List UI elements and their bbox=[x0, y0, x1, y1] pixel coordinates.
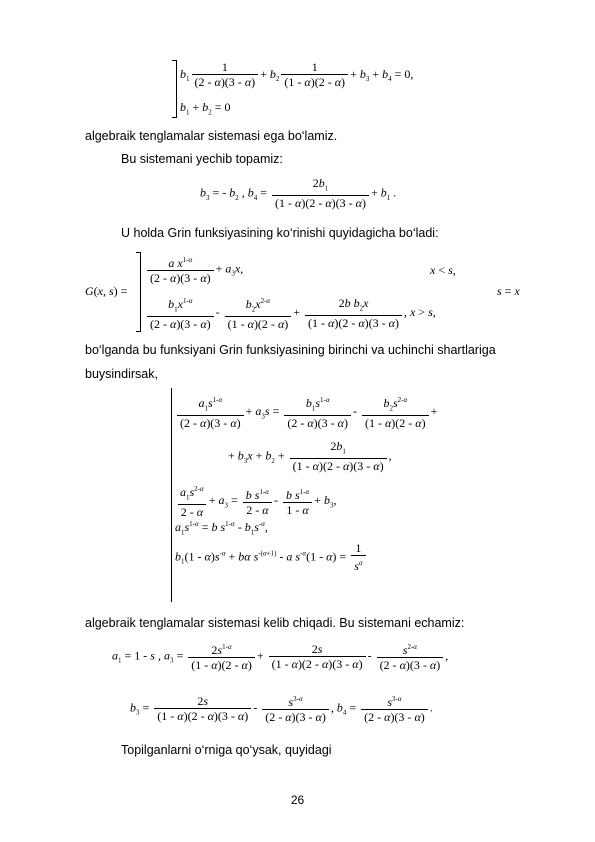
paragraph-4: bo‘lganda bu funksiyani Grin funksiyasining birinchi va uchinchi shartlariga bbox=[85, 343, 496, 357]
paragraph-2: Bu sistemani yechib topamiz: bbox=[121, 152, 283, 166]
paragraph-6: algebraik tenglamalar sistemasi kelib chiqadi. Bu sistemani echamiz: bbox=[85, 616, 465, 630]
system2-row4: $a_1s^{1-\alpha} = b$ $s^{1-\alpha} - b_1s^{-\alpha}$, bbox=[175, 520, 268, 537]
solution2-row2: $b_3$ = $\frac{2s}{(1 - \alpha)(2 - \alpha)(3 - \alpha)}$ - $\frac{s^{3-\alpha}}{(2 - \alpha)(3 - \alpha)}$ , $b_4$ = $\frac{s^{3-\alpha}}{(2 - \alpha)(3 - \alpha)}$ . bbox=[130, 693, 433, 724]
green-function-brace bbox=[140, 252, 141, 332]
system2-row5: $b_1(1 - \alpha)s^{-\alpha} + b\alpha$ $s^{-(\alpha+1)}$ - a $s^{-\alpha}(1 - \alpha)$ = $\frac{1}{s^\alpha}$ bbox=[175, 541, 368, 574]
green-function-lhs: G(x, s) = bbox=[85, 284, 128, 298]
green-case1: $\frac{a x^{1-\alpha}}{(2 - \alpha)(3 - \alpha)}$ + $a_3x$, bbox=[145, 253, 243, 286]
green-case2: $\frac{b_1x^{1-\alpha}}{(2 - \alpha)(3 - \alpha)}$ - $\frac{b_2x^{2-\alpha}}{(1 - \alpha)(2 - \alpha)}$ + $\frac{2b b_2x}{(1 - \alpha)(2 - \alpha)(3 - \alpha)}$ , x > s, bbox=[145, 294, 436, 332]
system2-bracket bbox=[171, 388, 172, 602]
solution1-equation: $b_3$ = - $b_2$ , $b_4$ = $\frac{2b_1}{(1 - \alpha)(2 - \alpha)(3 - \alpha)}$ + $b_1$ . bbox=[200, 176, 397, 211]
paragraph-7: Topilganlarni o‘rniga qo‘ysak, quyidagi bbox=[121, 743, 332, 757]
system2-row2: + $b_3x + b_2$ + $\frac{2b_1}{(1 - \alpha)(2 - \alpha)(3 - \alpha)}$ , bbox=[228, 439, 392, 474]
system1-row1: $b_1$ $\frac{1}{(2 - \alpha)(3 - \alpha)}$ + $b_2$ $\frac{1}{(1 - \alpha)(2 - \alpha)}$ + $b_3 + b_4 = 0$, bbox=[180, 60, 414, 89]
page-number: 26 bbox=[290, 793, 305, 807]
system2-row1: $\frac{a_1s^{1-\alpha}}{(2 - \alpha)(3 - \alpha)}$ + $a_3s$ = $\frac{b_1s^{1-\alpha}}{(2 - \alpha)(3 - \alpha)}$ - $\frac{b_2s^{2-\alpha}}{(1 - \alpha)(2 - \alpha)}$ + bbox=[175, 393, 437, 431]
system1-row2: $b_1 + b_2 = 0$ bbox=[180, 100, 231, 117]
solution2-row1: $a_1 = 1 - s$ , $a_3$ = $\frac{2s^{1-\alpha}}{(1 - \alpha)(2 - \alpha)}$ + $\frac{2s}{(1 - \alpha)(2 - \alpha)(3 - \alpha)}$ - $\frac{s^{2-\alpha}}{(2 - \alpha)(3 - \alpha)}$ , bbox=[112, 641, 449, 672]
paragraph-5: buysindirsak, bbox=[85, 367, 158, 381]
green-condition: s = x bbox=[497, 284, 520, 298]
paragraph-3: U holda Grin funksiyasining ko‘rinishi quyidagicha bo‘ladi: bbox=[121, 226, 439, 240]
system1-brace bbox=[176, 60, 177, 118]
system2-row3: $\frac{a_1s^{2-\alpha}}{2 - \alpha}$ + $a_3$ = $\frac{b s^{1-\alpha}}{2 - \alpha}$ - $\frac{b s^{1-\alpha}}{1 - \alpha}$ + $b_3$, bbox=[175, 482, 336, 520]
green-case1-condition: x < s, bbox=[430, 263, 456, 277]
paragraph-1: algebraik tenglamalar sistemasi ega bo‘lamiz. bbox=[85, 129, 338, 143]
